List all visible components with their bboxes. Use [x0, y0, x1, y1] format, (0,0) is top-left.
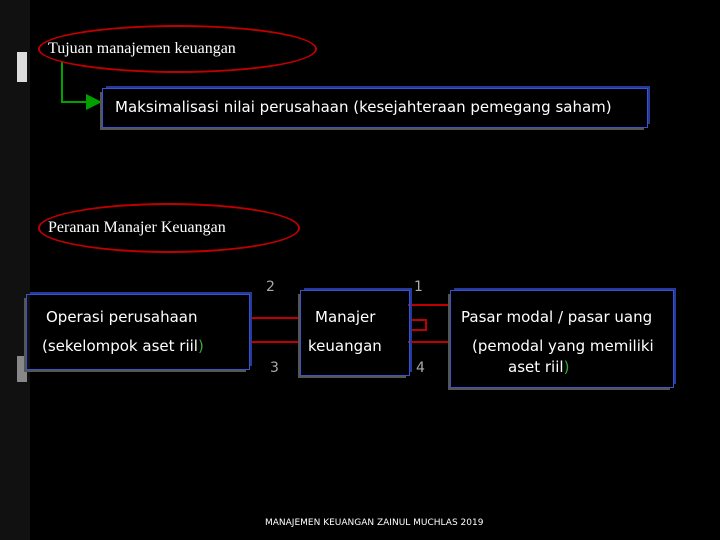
goal-title-ellipse: [38, 25, 317, 73]
manager-box: [300, 290, 410, 376]
goal-title: Tujuan manajemen keuangan: [48, 40, 236, 57]
manager-line1: Manajer: [315, 308, 376, 326]
operations-line2-text: (sekelompok aset riil: [42, 337, 198, 355]
role-title: Peranan Manajer Keuangan: [48, 219, 226, 236]
market-paren: ): [563, 358, 570, 376]
flow-number-4: 4: [416, 360, 425, 376]
flow-number-1: 1: [414, 279, 423, 295]
role-title-ellipse: [38, 203, 300, 253]
operations-line1: Operasi perusahaan: [46, 308, 198, 326]
goal-text: Maksimalisasi nilai perusahaan (kesejahteraan pemegang saham): [115, 98, 612, 116]
market-line3: [508, 358, 569, 376]
flow-number-2: 2: [266, 279, 275, 295]
footer-text: MANAJEMEN KEUANGAN ZAINUL MUCHLAS 2019: [265, 518, 484, 528]
market-line1: Pasar modal / pasar uang: [461, 308, 653, 326]
manager-line2: keuangan: [308, 337, 382, 355]
flow-number-3: 3: [270, 360, 279, 376]
flow-arrow-1: [410, 320, 426, 330]
operations-line2: [42, 337, 204, 355]
market-line3-text: aset riil: [508, 358, 564, 376]
operations-box: [26, 294, 250, 370]
operations-paren: ): [197, 337, 204, 355]
market-line2: (pemodal yang memiliki: [472, 337, 654, 355]
